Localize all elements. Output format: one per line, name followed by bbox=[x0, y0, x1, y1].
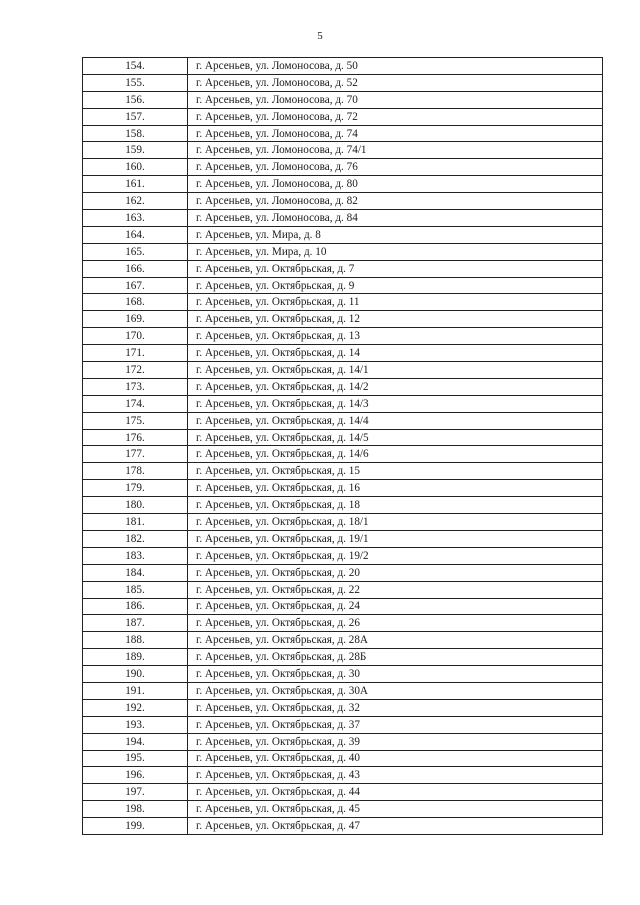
row-number-cell: 181. bbox=[83, 514, 188, 531]
row-number-cell: 173. bbox=[83, 378, 188, 395]
address-cell: г. Арсеньев, ул. Октябрьская, д. 45 bbox=[188, 801, 603, 818]
row-number-cell: 171. bbox=[83, 345, 188, 362]
address-cell: г. Арсеньев, ул. Ломоносова, д. 82 bbox=[188, 193, 603, 210]
row-number-cell: 167. bbox=[83, 277, 188, 294]
table-row bbox=[83, 649, 603, 666]
row-number-cell: 175. bbox=[83, 412, 188, 429]
address-cell: г. Арсеньев, ул. Октябрьская, д. 14/1 bbox=[188, 362, 603, 379]
address-cell: г. Арсеньев, ул. Октябрьская, д. 47 bbox=[188, 818, 603, 835]
row-number-cell: 174. bbox=[83, 395, 188, 412]
address-cell: г. Арсеньев, ул. Ломоносова, д. 76 bbox=[188, 159, 603, 176]
table-row bbox=[83, 463, 603, 480]
address-cell: г. Арсеньев, ул. Октябрьская, д. 44 bbox=[188, 784, 603, 801]
table-row bbox=[83, 260, 603, 277]
table-row bbox=[83, 210, 603, 227]
row-number-cell: 166. bbox=[83, 260, 188, 277]
table-row bbox=[83, 598, 603, 615]
address-cell: г. Арсеньев, ул. Октябрьская, д. 12 bbox=[188, 311, 603, 328]
table-row bbox=[83, 142, 603, 159]
address-cell: г. Арсеньев, ул. Октябрьская, д. 28Б bbox=[188, 649, 603, 666]
address-cell: г. Арсеньев, ул. Октябрьская, д. 40 bbox=[188, 750, 603, 767]
address-cell: г. Арсеньев, ул. Мира, д. 8 bbox=[188, 226, 603, 243]
row-number-cell: 161. bbox=[83, 176, 188, 193]
address-cell: г. Арсеньев, ул. Ломоносова, д. 80 bbox=[188, 176, 603, 193]
table-row bbox=[83, 412, 603, 429]
table-row bbox=[83, 429, 603, 446]
table-row bbox=[83, 632, 603, 649]
address-cell: г. Арсеньев, ул. Октябрьская, д. 14/6 bbox=[188, 446, 603, 463]
table-row bbox=[83, 767, 603, 784]
row-number-cell: 185. bbox=[83, 581, 188, 598]
table-row bbox=[83, 750, 603, 767]
table-row bbox=[83, 108, 603, 125]
address-cell: г. Арсеньев, ул. Ломоносова, д. 74/1 bbox=[188, 142, 603, 159]
address-cell: г. Арсеньев, ул. Ломоносова, д. 74 bbox=[188, 125, 603, 142]
address-cell: г. Арсеньев, ул. Октябрьская, д. 19/2 bbox=[188, 547, 603, 564]
row-number-cell: 195. bbox=[83, 750, 188, 767]
address-cell: г. Арсеньев, ул. Октябрьская, д. 18/1 bbox=[188, 514, 603, 531]
row-number-cell: 169. bbox=[83, 311, 188, 328]
table-row bbox=[83, 277, 603, 294]
row-number-cell: 160. bbox=[83, 159, 188, 176]
table-row bbox=[83, 311, 603, 328]
row-number-cell: 183. bbox=[83, 547, 188, 564]
row-number-cell: 182. bbox=[83, 530, 188, 547]
address-cell: г. Арсеньев, ул. Октябрьская, д. 22 bbox=[188, 581, 603, 598]
address-cell: г. Арсеньев, ул. Октябрьская, д. 14/5 bbox=[188, 429, 603, 446]
row-number-cell: 194. bbox=[83, 733, 188, 750]
row-number-cell: 172. bbox=[83, 362, 188, 379]
table-row bbox=[83, 58, 603, 75]
address-cell: г. Арсеньев, ул. Октябрьская, д. 30А bbox=[188, 682, 603, 699]
table-row bbox=[83, 243, 603, 260]
row-number-cell: 176. bbox=[83, 429, 188, 446]
table-row bbox=[83, 226, 603, 243]
table-row bbox=[83, 564, 603, 581]
table-row bbox=[83, 699, 603, 716]
row-number-cell: 159. bbox=[83, 142, 188, 159]
row-number-cell: 162. bbox=[83, 193, 188, 210]
address-cell: г. Арсеньев, ул. Октябрьская, д. 13 bbox=[188, 328, 603, 345]
address-cell: г. Арсеньев, ул. Октябрьская, д. 18 bbox=[188, 497, 603, 514]
table-row bbox=[83, 733, 603, 750]
table-row bbox=[83, 176, 603, 193]
address-cell: г. Арсеньев, ул. Октябрьская, д. 39 bbox=[188, 733, 603, 750]
address-cell: г. Арсеньев, ул. Октябрьская, д. 11 bbox=[188, 294, 603, 311]
table-row bbox=[83, 125, 603, 142]
row-number-cell: 165. bbox=[83, 243, 188, 260]
table-row bbox=[83, 818, 603, 835]
address-cell: г. Арсеньев, ул. Октябрьская, д. 26 bbox=[188, 615, 603, 632]
address-cell: г. Арсеньев, ул. Октябрьская, д. 16 bbox=[188, 480, 603, 497]
row-number-cell: 191. bbox=[83, 682, 188, 699]
row-number-cell: 196. bbox=[83, 767, 188, 784]
table-row bbox=[83, 345, 603, 362]
table-row bbox=[83, 497, 603, 514]
address-cell: г. Арсеньев, ул. Мира, д. 10 bbox=[188, 243, 603, 260]
address-cell: г. Арсеньев, ул. Октябрьская, д. 14/4 bbox=[188, 412, 603, 429]
address-cell: г. Арсеньев, ул. Октябрьская, д. 14/2 bbox=[188, 378, 603, 395]
address-table-body bbox=[83, 58, 603, 835]
table-row bbox=[83, 74, 603, 91]
address-cell: г. Арсеньев, ул. Октябрьская, д. 14/3 bbox=[188, 395, 603, 412]
table-row bbox=[83, 395, 603, 412]
table-row bbox=[83, 514, 603, 531]
table-row bbox=[83, 91, 603, 108]
table-row bbox=[83, 716, 603, 733]
address-cell: г. Арсеньев, ул. Ломоносова, д. 70 bbox=[188, 91, 603, 108]
table-row bbox=[83, 378, 603, 395]
page-number: 5 bbox=[317, 30, 323, 42]
table-row bbox=[83, 784, 603, 801]
table-row bbox=[83, 801, 603, 818]
address-cell: г. Арсеньев, ул. Ломоносова, д. 52 bbox=[188, 74, 603, 91]
table-row bbox=[83, 193, 603, 210]
address-cell: г. Арсеньев, ул. Октябрьская, д. 37 bbox=[188, 716, 603, 733]
row-number-cell: 197. bbox=[83, 784, 188, 801]
row-number-cell: 190. bbox=[83, 666, 188, 683]
table-row bbox=[83, 666, 603, 683]
address-cell: г. Арсеньев, ул. Октябрьская, д. 28А bbox=[188, 632, 603, 649]
row-number-cell: 158. bbox=[83, 125, 188, 142]
row-number-cell: 177. bbox=[83, 446, 188, 463]
table-row bbox=[83, 547, 603, 564]
address-cell: г. Арсеньев, ул. Октябрьская, д. 43 bbox=[188, 767, 603, 784]
address-cell: г. Арсеньев, ул. Октябрьская, д. 14 bbox=[188, 345, 603, 362]
row-number-cell: 184. bbox=[83, 564, 188, 581]
address-cell: г. Арсеньев, ул. Октябрьская, д. 20 bbox=[188, 564, 603, 581]
row-number-cell: 163. bbox=[83, 210, 188, 227]
address-cell: г. Арсеньев, ул. Октябрьская, д. 15 bbox=[188, 463, 603, 480]
table-row bbox=[83, 328, 603, 345]
row-number-cell: 189. bbox=[83, 649, 188, 666]
address-cell: г. Арсеньев, ул. Ломоносова, д. 72 bbox=[188, 108, 603, 125]
address-cell: г. Арсеньев, ул. Октябрьская, д. 24 bbox=[188, 598, 603, 615]
row-number-cell: 188. bbox=[83, 632, 188, 649]
row-number-cell: 186. bbox=[83, 598, 188, 615]
row-number-cell: 168. bbox=[83, 294, 188, 311]
row-number-cell: 155. bbox=[83, 74, 188, 91]
row-number-cell: 187. bbox=[83, 615, 188, 632]
row-number-cell: 170. bbox=[83, 328, 188, 345]
row-number-cell: 192. bbox=[83, 699, 188, 716]
address-cell: г. Арсеньев, ул. Октябрьская, д. 19/1 bbox=[188, 530, 603, 547]
row-number-cell: 178. bbox=[83, 463, 188, 480]
address-cell: г. Арсеньев, ул. Октябрьская, д. 9 bbox=[188, 277, 603, 294]
table-row bbox=[83, 615, 603, 632]
address-cell: г. Арсеньев, ул. Ломоносова, д. 50 bbox=[188, 58, 603, 75]
address-cell: г. Арсеньев, ул. Октябрьская, д. 30 bbox=[188, 666, 603, 683]
address-cell: г. Арсеньев, ул. Октябрьская, д. 7 bbox=[188, 260, 603, 277]
row-number-cell: 154. bbox=[83, 58, 188, 75]
table-row bbox=[83, 480, 603, 497]
row-number-cell: 156. bbox=[83, 91, 188, 108]
table-row bbox=[83, 446, 603, 463]
row-number-cell: 198. bbox=[83, 801, 188, 818]
address-cell: г. Арсеньев, ул. Октябрьская, д. 32 bbox=[188, 699, 603, 716]
row-number-cell: 164. bbox=[83, 226, 188, 243]
row-number-cell: 180. bbox=[83, 497, 188, 514]
table-row bbox=[83, 530, 603, 547]
table-row bbox=[83, 294, 603, 311]
address-table bbox=[82, 57, 603, 835]
table-row bbox=[83, 682, 603, 699]
row-number-cell: 193. bbox=[83, 716, 188, 733]
table-row bbox=[83, 362, 603, 379]
table-row bbox=[83, 581, 603, 598]
row-number-cell: 157. bbox=[83, 108, 188, 125]
row-number-cell: 199. bbox=[83, 818, 188, 835]
row-number-cell: 179. bbox=[83, 480, 188, 497]
address-cell: г. Арсеньев, ул. Ломоносова, д. 84 bbox=[188, 210, 603, 227]
table-row bbox=[83, 159, 603, 176]
